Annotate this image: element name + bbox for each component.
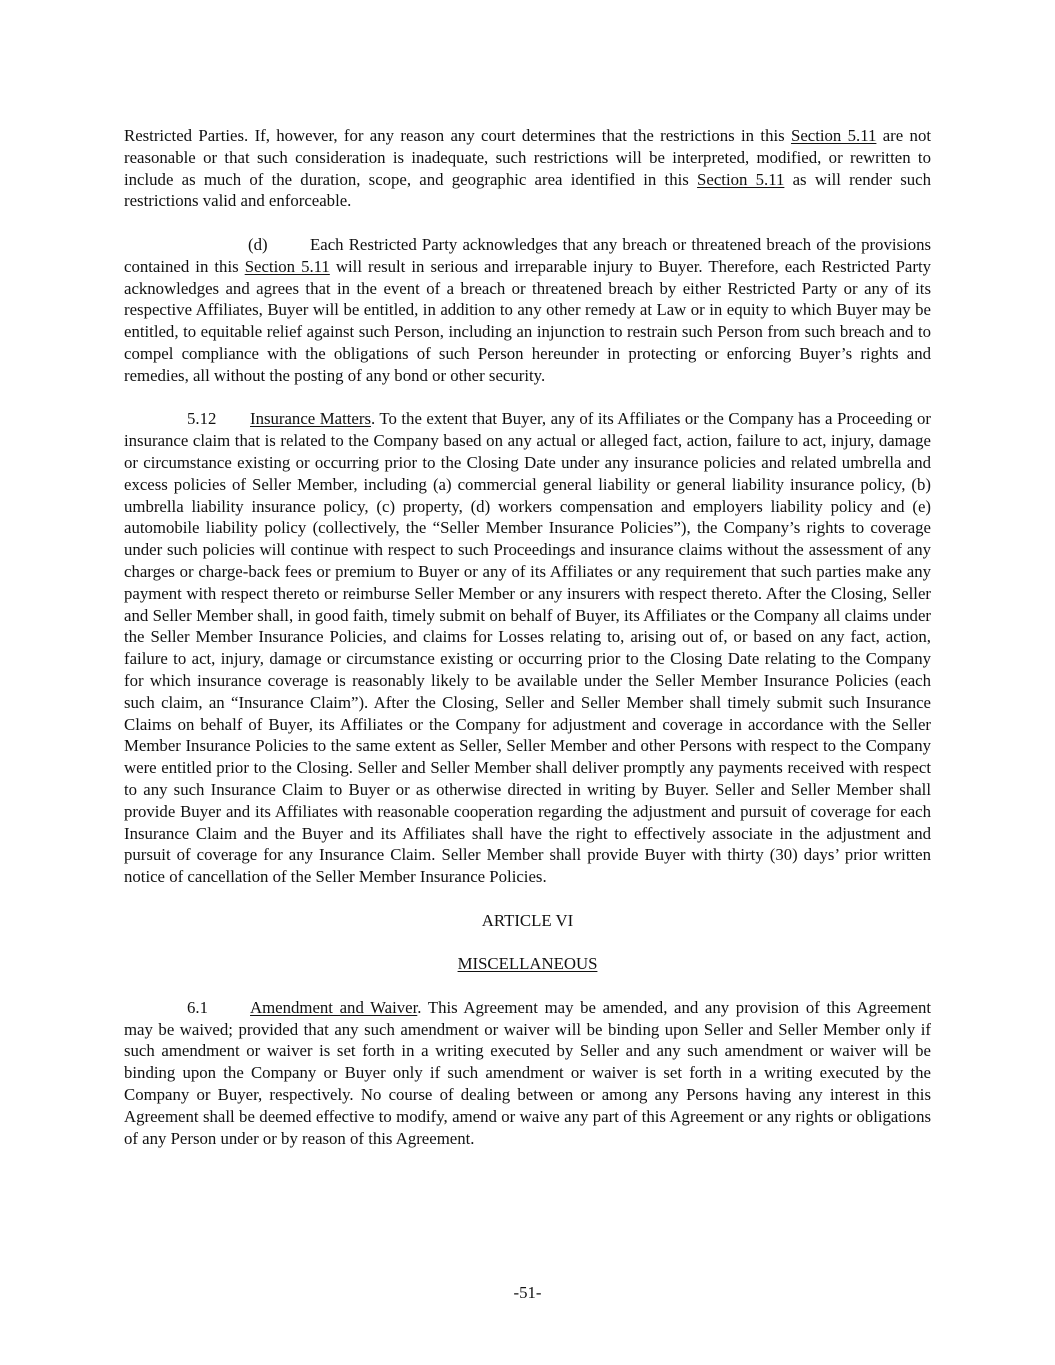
paragraph-restricted-parties: Restricted Parties. If, however, for any reason any court determines that the restrictions in this Section 5.11 are not reasonable or that such consideration is inadequate, such restrictions will be interpreted, modified, or rewritten to include as much of the duration, scope, and geographic area identified in this Section 5.11 as will render such restrictions valid and enforceable. [124, 126, 932, 211]
paragraph-d: (d) Each Restricted Party acknowledges that any breach or threatened breach of the provisions contained in this Section 5.11 will result in serious and irreparable injury to Buyer. Therefore, each Restricted Party acknowledges and agrees that in the event of a breach or threatened breach by either Restricted Party or any of its respective Affiliates, Buyer will be entitled, in addition to any other remedy at Law or in equity to which Buyer may be entitled, to equitable relief against such Person, including an injunction to restrain such Person from such breach and to compel compliance with the obligations of such Person hereunder in protecting or enforcing Buyer’s rights and remedies, all without the posting of any bond or other security. [124, 234, 931, 385]
section-5-12: 5.12 Insurance Matters. To the extent that Buyer, any of its Affiliates or the Company has a Proceeding or insurance claim that is related to the Company based on any actual or alleged fact, action, failure to act, injury, damage or circumstance existing or occurring prior to the Closing Date under any insurance policies and related umbrella and excess policies of Seller Member, including (a) commercial general liability or general liability insurance policy, (b) umbrella liability insurance policy, (c) property, (d) workers compensation and employers liability policy and (e) automobile liability policy (collectively, the “Seller Member Insurance Policies”), the Company’s rights to coverage under such policies will continue with respect to such Proceedings and insurance claims without the assessment of any charges or charge-back fees or premium to Buyer or any of its Affiliates or any requirement that such parties make any payment with respect thereto or reimburse Seller Member or any insurers with respect thereto. After the Closing, Seller and Seller Member shall, in good faith, timely submit on behalf of Buyer, its Affiliates or the Company all claims under the Seller Member Insurance Policies, and claims for Losses relating to, arising out of, or based on any fact, action, failure to act, injury, damage or circumstance existing or occurring prior to the Closing Date relating to the Company for which insurance coverage is reasonably likely to be available under the Seller Member Insurance Policies (each such claim, an “Insurance Claim”). After the Closing, Seller and Seller Member shall timely submit such Insurance Claims on behalf of Buyer, its Affiliates or the Company for adjustment and coverage in accordance with the Seller Member Insurance Policies to the same extent as Seller, Seller Member and other Persons with respect to the Company were entitled prior to the Closing. Seller and Seller Member shall deliver promptly any payments received with respect to any such Insurance Claim to Buyer or as otherwise directed in writing by Buyer. Seller and Seller Member shall provide Buyer and its Affiliates with reasonable cooperation regarding the adjustment and pursuit of coverage for each Insurance Claim and the Buyer and its Affiliates shall have the right to effectively associate in the adjustment and pursuit of coverage for any Insurance Claim. Seller Member shall provide Buyer with thirty (30) days’ prior written notice of cancellation of the Seller Member Insurance Policies. [124, 409, 931, 887]
section-heading: Amendment and Waiver [250, 997, 418, 1017]
section-reference: Section 5.11 [697, 169, 785, 189]
section-number: 5.12 [187, 409, 217, 429]
clause-label: (d) [248, 234, 268, 254]
section-heading: Insurance Matters [250, 409, 371, 429]
page-number: -51- [513, 1283, 542, 1302]
section-reference: Section 5.11 [244, 256, 330, 276]
section-reference: Section 5.11 [790, 126, 877, 145]
section-number: 6.1 [187, 997, 208, 1017]
section-6-1: 6.1 Amendment and Waiver. This Agreement may be amended, and any provision of this Agreement may be waived; provided that any such amendment or waiver will be binding upon Seller and Seller Member only if such amendment or waiver is set forth in a writing executed by Seller and any such amendment or waiver will be binding upon the Company or Buyer only if such amendment or waiver is set forth in a writing executed by the Company or Buyer, respectively. No course of dealing between or among any Persons having any interest in this Agreement shall be deemed effective to modify, amend or waive any part of this Agreement or any rights or obligations of any Person under or by reason of this Agreement. [124, 997, 931, 1148]
document-page [124, 125, 931, 1149]
article-number: ARTICLE VI [481, 910, 574, 930]
article-title: MISCELLANEOUS [457, 954, 598, 974]
